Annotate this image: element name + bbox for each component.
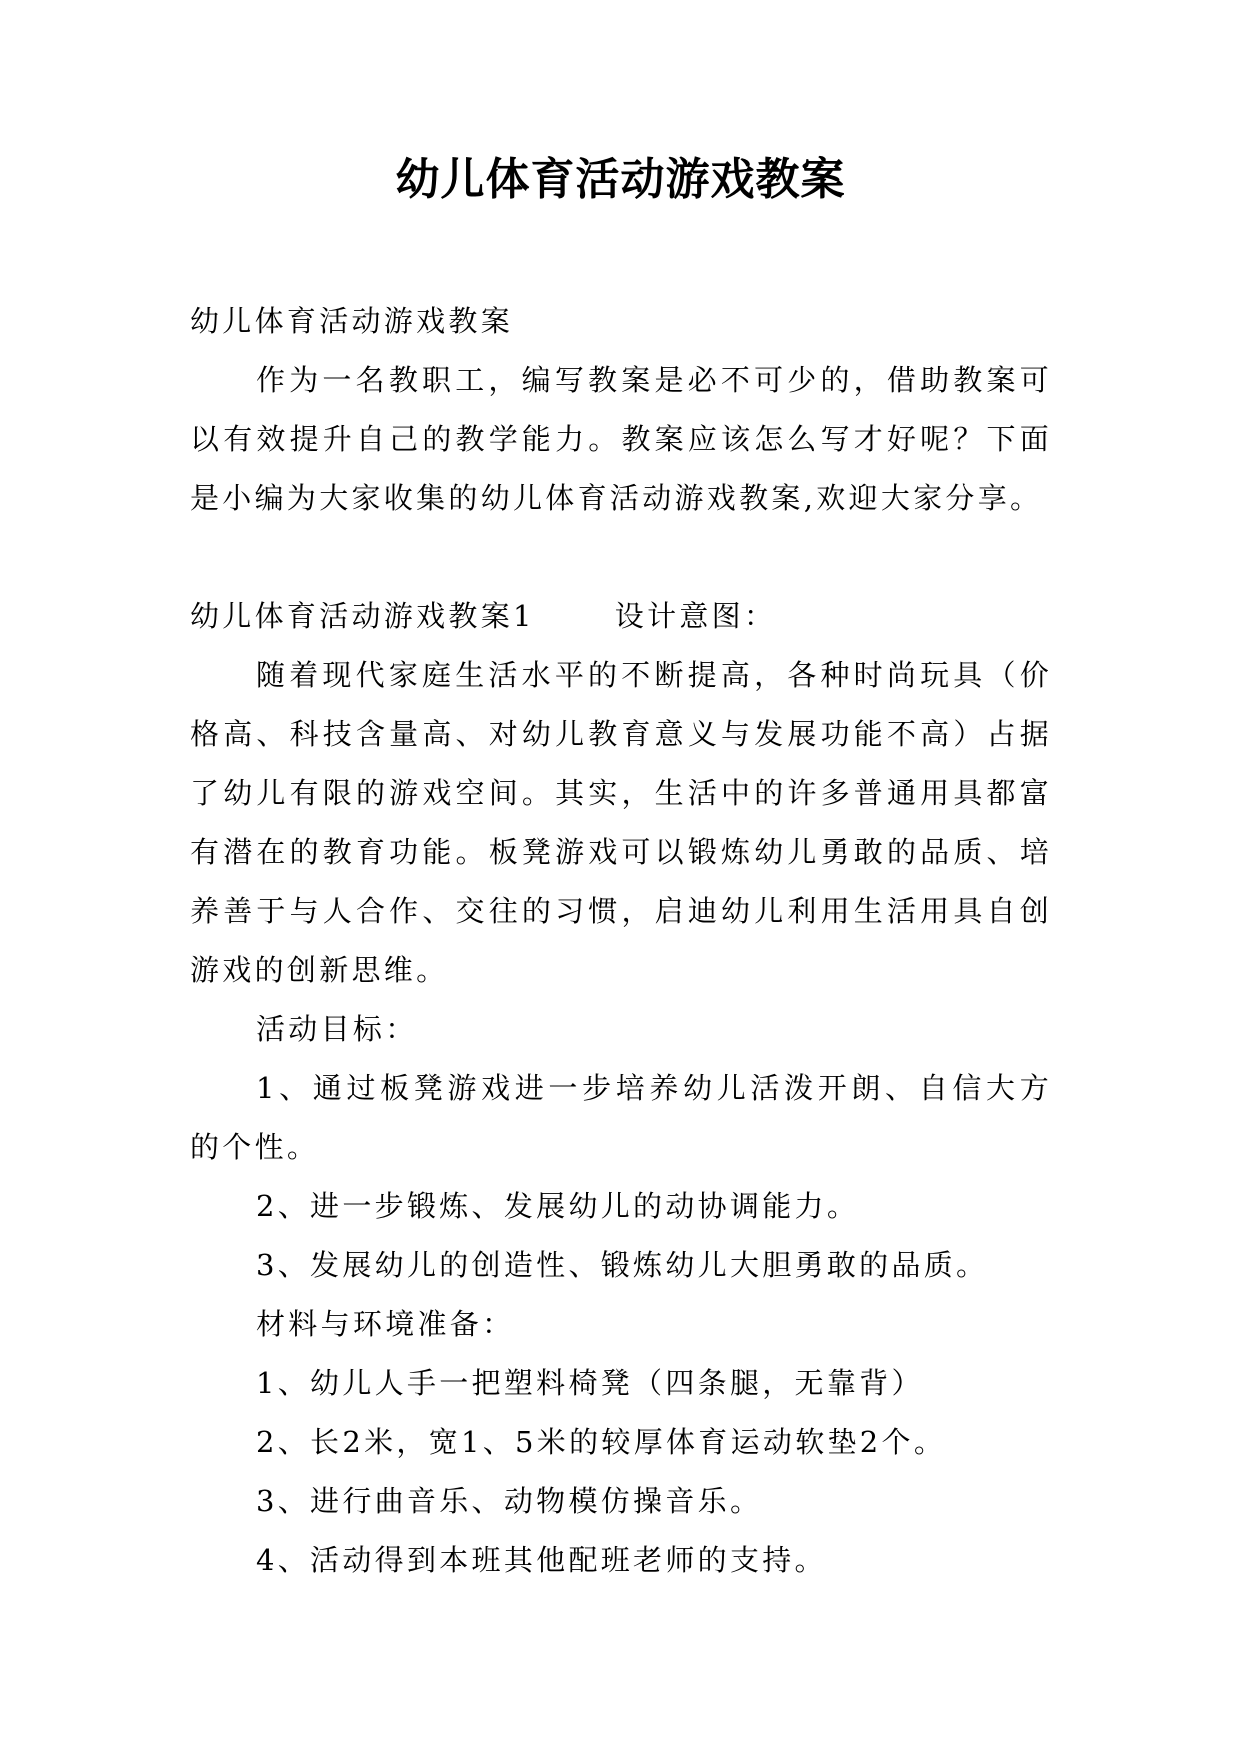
material-item: 3、进行曲音乐、动物模仿操音乐。 bbox=[256, 1484, 763, 1518]
goal-item: 3、发展幼儿的创造性、锻炼幼儿大胆勇敢的品质。 bbox=[256, 1248, 989, 1282]
material-item: 1、幼儿人手一把塑料椅凳（四条腿，无靠背） bbox=[256, 1366, 924, 1400]
intro-paragraph: 作为一名教职工，编写教案是必不可少的，借助教案可以有效提升自己的教学能力。教案应该怎么写才好呢？下面是小编为大家收集的幼儿体育活动游戏教案,欢迎大家分享。 bbox=[190, 363, 1052, 515]
goal-item: 1、通过板凳游戏进一步培养幼儿活泼开朗、自信大方的个性。 bbox=[190, 1071, 1052, 1164]
material-item: 4、活动得到本班其他配班老师的支持。 bbox=[256, 1543, 827, 1577]
design-intent-label: 设计意图： bbox=[614, 599, 777, 633]
materials-heading: 材料与环境准备： bbox=[256, 1307, 515, 1341]
subtitle: 幼儿体育活动游戏教案 bbox=[190, 304, 514, 338]
page-title: 幼儿体育活动游戏教案 bbox=[395, 154, 846, 205]
goal-item: 2、进一步锻炼、发展幼儿的动协调能力。 bbox=[256, 1189, 860, 1223]
section-title: 幼儿体育活动游戏教案1 bbox=[190, 599, 535, 633]
section-heading bbox=[190, 587, 1052, 646]
design-intent-paragraph: 随着现代家庭生活水平的不断提高，各种时尚玩具（价格高、科技含量高、对幼儿教育意义与发展功能不高）占据了幼儿有限的游戏空间。其实，生活中的许多普通用具都富有潜在的教育功能。板凳游戏可以锻炼幼儿勇敢的品质、培养善于与人合作、交往的习惯，启迪幼儿利用生活用具自创游戏的创新思维。 bbox=[190, 658, 1052, 987]
goals-heading: 活动目标： bbox=[256, 1012, 418, 1046]
material-item: 2、长2米，宽1、5米的较厚体育运动软垫2个。 bbox=[256, 1425, 947, 1459]
document-body bbox=[190, 292, 1052, 1590]
